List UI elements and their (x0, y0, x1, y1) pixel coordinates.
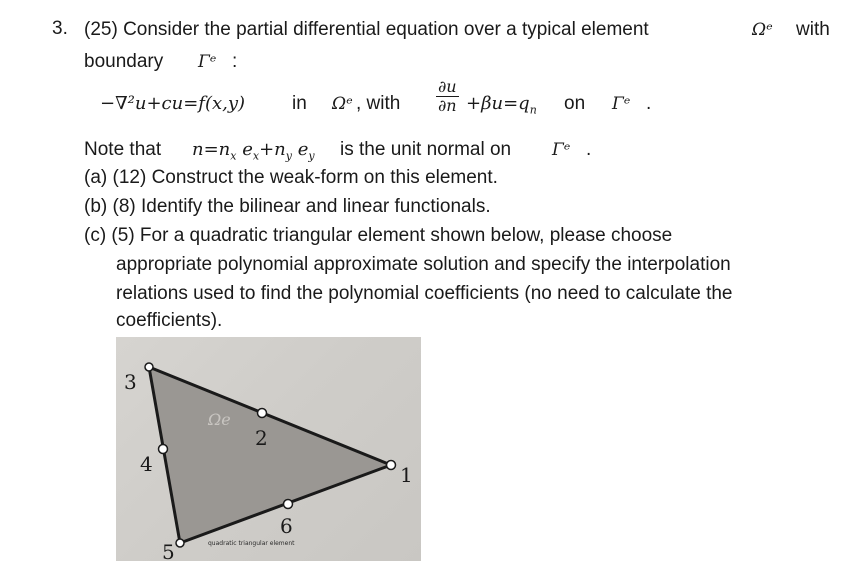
note-period: . (586, 139, 592, 160)
fraction-numerator: ∂u (438, 77, 457, 96)
normal-derivative-fraction (436, 78, 459, 115)
eq-gamma-e: Γᵉ (612, 94, 631, 114)
figure-caption: quadratic triangular element (208, 540, 295, 547)
with-word: with (796, 19, 830, 40)
part-c-line-4: coefficients). (116, 310, 223, 331)
fraction-denominator: ∂n (438, 96, 457, 115)
node-label-6: 6 (280, 514, 293, 538)
triangle-element (149, 367, 391, 543)
boundary-word: boundary (84, 51, 164, 72)
omega-e-symbol: Ωᵉ (752, 20, 773, 40)
note-suffix: is the unit normal on (340, 139, 512, 160)
gamma-e-symbol: Γᵉ (198, 52, 217, 72)
node-2-marker (258, 409, 267, 418)
node-label-3: 3 (124, 370, 137, 394)
boundary-condition (466, 92, 537, 123)
node-6-marker (284, 500, 293, 509)
eq-with-word: , with (356, 93, 401, 114)
eq-period: . (646, 93, 652, 114)
note-gamma-e: Γᵉ (552, 140, 571, 160)
node-label-5: 5 (162, 540, 175, 561)
question-intro-text: (25) Consider the partial differential equation over a typical element (84, 19, 649, 40)
unit-normal-text: n=n (192, 139, 231, 160)
question-line-1 (84, 18, 649, 42)
part-c-line-2: appropriate polynomial approximate solution and specify the interpolation (116, 254, 731, 275)
part-a: (a) (12) Construct the weak-form on this element. (84, 167, 498, 188)
node-label-2: 2 (255, 426, 268, 450)
eq-omega-e: Ωᵉ (332, 94, 353, 114)
unit-normal-equation: $n=n_x$ $e_x+n_y$ $e_y$ (192, 139, 315, 163)
note-prefix: Note that (84, 139, 162, 160)
triangular-element-figure (116, 337, 421, 561)
pde-equation: −∇²u+cu=f(x,y) (100, 93, 246, 114)
node-5-marker (176, 539, 184, 547)
part-b: (b) (8) Identify the bilinear and linear functionals. (84, 196, 491, 217)
question-number: 3. (52, 18, 68, 39)
bc-text: +βu=q (466, 93, 530, 114)
triangle-diagram (116, 337, 421, 561)
boundary-colon: : (232, 51, 238, 72)
part-c-line-1: (c) (5) For a quadratic triangular element shown below, please choose (84, 225, 673, 246)
triangle-watermark: Ωe (208, 410, 231, 429)
node-3-marker (145, 363, 153, 371)
eq-on-word: on (564, 93, 586, 114)
bc-subscript: n (529, 103, 537, 117)
node-label-1: 1 (400, 463, 413, 487)
node-1-marker (387, 461, 396, 470)
node-4-marker (159, 445, 168, 454)
part-c-line-3: relations used to find the polynomial coefficients (no need to calculate the (116, 283, 733, 304)
eq-in-word: in (292, 93, 307, 114)
node-label-4: 4 (140, 452, 153, 476)
